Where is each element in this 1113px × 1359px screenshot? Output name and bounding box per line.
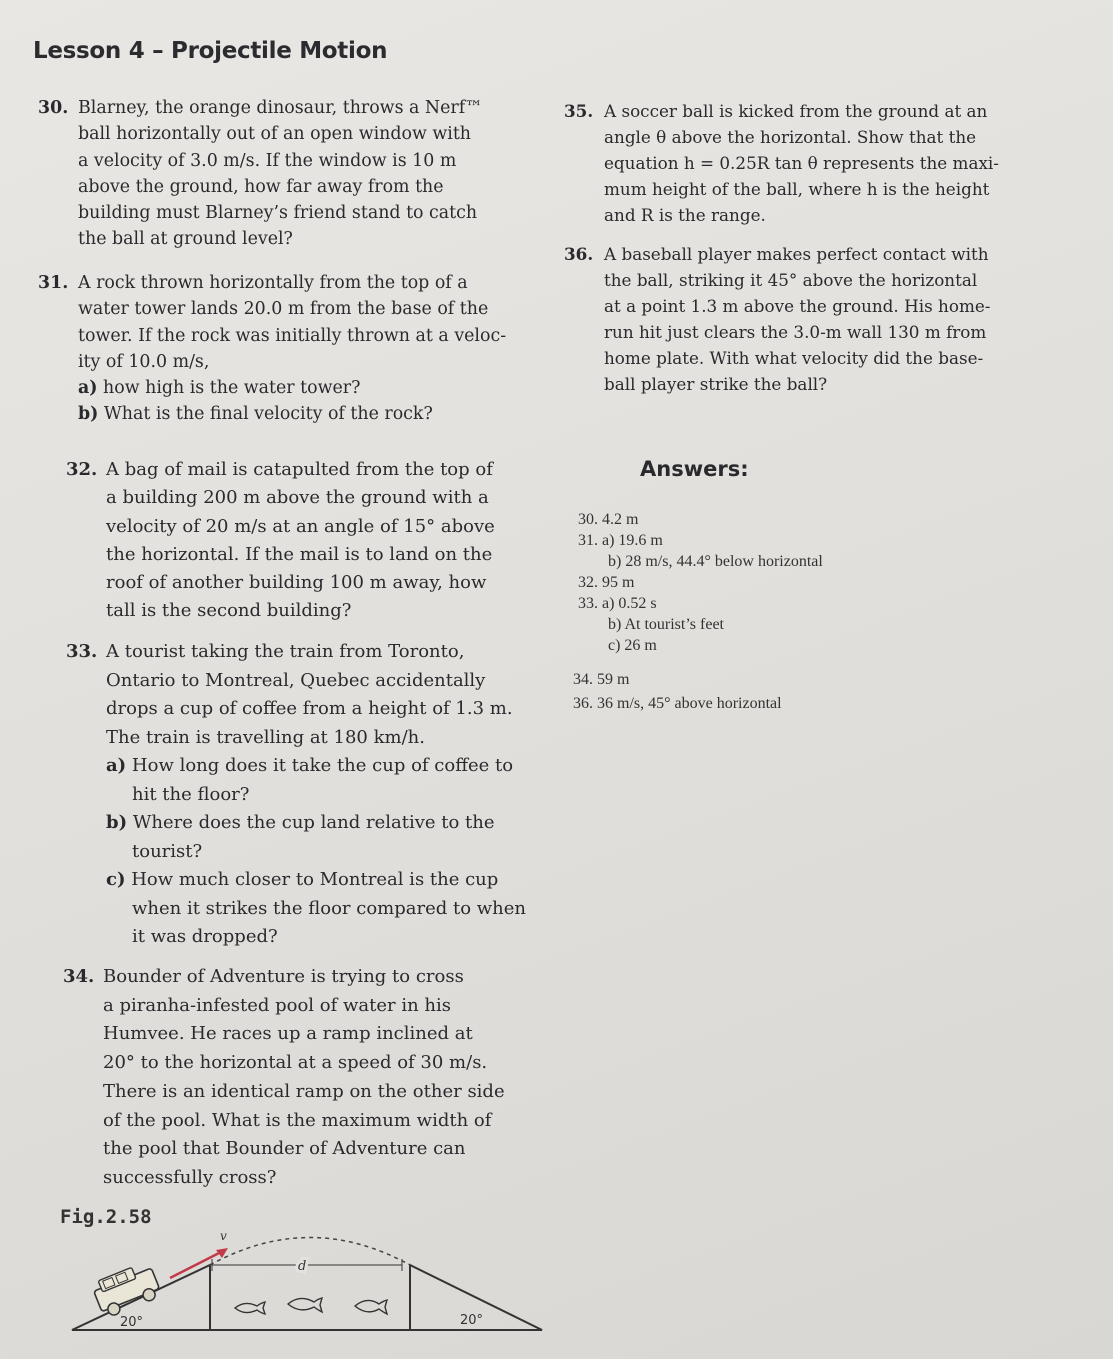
- answer-31b: b) 28 m/s, 44.4° below horizontal: [608, 553, 823, 570]
- figure-label: Fig.2.58: [60, 1206, 152, 1228]
- question-number: 30.: [38, 98, 69, 118]
- question-line: the pool that Bounder of Adventure can: [103, 1138, 466, 1160]
- answer-36: 36. 36 m/s, 45° above horizontal: [573, 695, 782, 712]
- question-number: 36.: [564, 244, 594, 264]
- sub-question-c: [106, 866, 526, 895]
- velocity-label: v: [220, 1229, 227, 1243]
- question-line: ity of 10.0 m/s,: [78, 351, 210, 372]
- question-line: A tourist taking the train from Toronto,: [106, 641, 465, 662]
- answers-list: [578, 509, 823, 656]
- question-line: A soccer ball is kicked from the ground at an: [604, 101, 988, 121]
- answers-list-2: [573, 668, 782, 716]
- question-line: successfully cross?: [103, 1166, 277, 1188]
- question-36: [564, 241, 991, 397]
- sub-question-c-cont: [106, 895, 526, 924]
- sub-question-b: [106, 809, 526, 838]
- piranha-icon: [235, 1302, 265, 1314]
- sub-label: c): [106, 869, 126, 890]
- ramp-figure: [70, 1220, 550, 1340]
- question-30: [38, 95, 483, 253]
- sub-text: What is the final velocity of the rock?: [103, 404, 433, 425]
- question-line: the ball at ground level?: [78, 229, 293, 250]
- sub-text: when it strikes the floor compared to when: [132, 897, 527, 919]
- sub-label: b): [78, 404, 99, 425]
- sub-label: a): [78, 378, 98, 399]
- answer-32: 32. 95 m: [578, 574, 635, 591]
- answer-33c: c) 26 m: [608, 637, 657, 654]
- question-line: Bounder of Adventure is trying to cross: [103, 966, 464, 987]
- question-line: A baseball player makes perfect contact with: [604, 244, 989, 264]
- question-line: 20° to the horizontal at a speed of 30 m/s.: [103, 1052, 488, 1074]
- question-line: run hit just clears the 3.0-m wall 130 m from: [604, 322, 987, 342]
- question-line: drops a cup of coffee from a height of 1.3 m.: [106, 698, 513, 719]
- question-line: at a point 1.3 m above the ground. His home-: [604, 296, 991, 316]
- question-line: a piranha-infested pool of water in his: [103, 994, 452, 1016]
- distance-label: d: [298, 1259, 307, 1274]
- question-line: equation h = 0.25R tan θ represents the maxi-: [604, 153, 999, 173]
- question-35: [564, 98, 999, 228]
- question-line: the ball, striking it 45° above the horizontal: [604, 270, 978, 290]
- question-number: 35.: [564, 101, 594, 121]
- question-line: ball player strike the ball?: [604, 374, 828, 394]
- question-number: 31.: [38, 273, 69, 293]
- question-line: ball horizontally out of an open window with: [78, 124, 472, 145]
- sub-question-a: [106, 752, 526, 781]
- question-number: 32.: [66, 459, 98, 480]
- answer-33a: 33. a) 0.52 s: [578, 595, 657, 612]
- piranha-icon: [288, 1298, 322, 1312]
- piranha-icon: [355, 1300, 387, 1314]
- question-line: the horizontal. If the mail is to land on the: [106, 543, 493, 565]
- question-31: [38, 270, 507, 428]
- question-line: and R is the range.: [604, 205, 766, 225]
- question-line: a building 200 m above the ground with a: [106, 487, 489, 509]
- sub-text: How much closer to Montreal is the cup: [131, 869, 499, 890]
- sub-question-b: [78, 401, 506, 427]
- sub-question-c-cont: [106, 923, 526, 952]
- question-line: tall is the second building?: [106, 600, 352, 622]
- question-line: velocity of 20 m/s at an angle of 15° above: [106, 515, 495, 537]
- question-line: mum height of the ball, where h is the height: [604, 179, 990, 199]
- question-line: Ontario to Montreal, Quebec accidentally: [106, 669, 486, 691]
- question-line: of the pool. What is the maximum width of: [103, 1109, 492, 1131]
- answer-31a: 31. a) 19.6 m: [578, 532, 663, 549]
- question-line: building must Blarney’s friend stand to catch: [78, 203, 478, 224]
- sub-label: a): [106, 755, 127, 776]
- sub-text: how high is the water tower?: [103, 378, 361, 399]
- question-32: [66, 456, 495, 626]
- trajectory-path: [210, 1238, 410, 1266]
- sub-text: tourist?: [132, 840, 203, 862]
- left-angle-label: 20°: [120, 1315, 144, 1330]
- lesson-title: Lesson 4 – Projectile Motion: [33, 38, 388, 64]
- velocity-arrow: [170, 1250, 225, 1278]
- right-angle-label: 20°: [460, 1313, 484, 1328]
- question-line: angle θ above the horizontal. Show that the: [604, 127, 977, 147]
- question-line: tower. If the rock was initially thrown at a veloc-: [78, 325, 507, 346]
- sub-text: it was dropped?: [132, 926, 278, 947]
- question-line: Blarney, the orange dinosaur, throws a Nerf™: [78, 98, 483, 118]
- sub-question-a: [78, 375, 506, 401]
- question-line: There is an identical ramp on the other side: [103, 1080, 505, 1102]
- question-line: a velocity of 3.0 m/s. If the window is 10 m: [78, 150, 457, 171]
- answer-33b: b) At tourist’s feet: [608, 616, 724, 633]
- question-line: above the ground, how far away from the: [78, 176, 444, 197]
- answer-34: 34. 59 m: [573, 671, 630, 688]
- question-line: A bag of mail is catapulted from the top of: [106, 459, 493, 480]
- question-number: 34.: [63, 966, 95, 987]
- sub-label: b): [106, 812, 128, 833]
- sub-text: hit the floor?: [132, 783, 250, 805]
- question-line: Humvee. He races up a ramp inclined at: [103, 1023, 473, 1045]
- question-line: water tower lands 20.0 m from the base of the: [78, 299, 489, 320]
- sub-text: Where does the cup land relative to the: [132, 812, 495, 833]
- question-line: roof of another building 100 m away, how: [106, 572, 487, 594]
- question-line: A rock thrown horizontally from the top of a: [78, 273, 468, 293]
- question-line: The train is travelling at 180 km/h.: [106, 726, 425, 748]
- question-number: 33.: [66, 641, 98, 662]
- question-line: home plate. With what velocity did the base-: [604, 348, 984, 368]
- question-34: [63, 963, 505, 1193]
- answer-30: 30. 4.2 m: [578, 511, 639, 528]
- sub-question-b-cont: [106, 838, 526, 867]
- sub-text: How long does it take the cup of coffee to: [131, 755, 514, 776]
- answers-heading: Answers:: [640, 457, 749, 481]
- sub-question-a-cont: [106, 781, 526, 810]
- question-33: [66, 638, 527, 952]
- humvee-icon: [91, 1261, 163, 1319]
